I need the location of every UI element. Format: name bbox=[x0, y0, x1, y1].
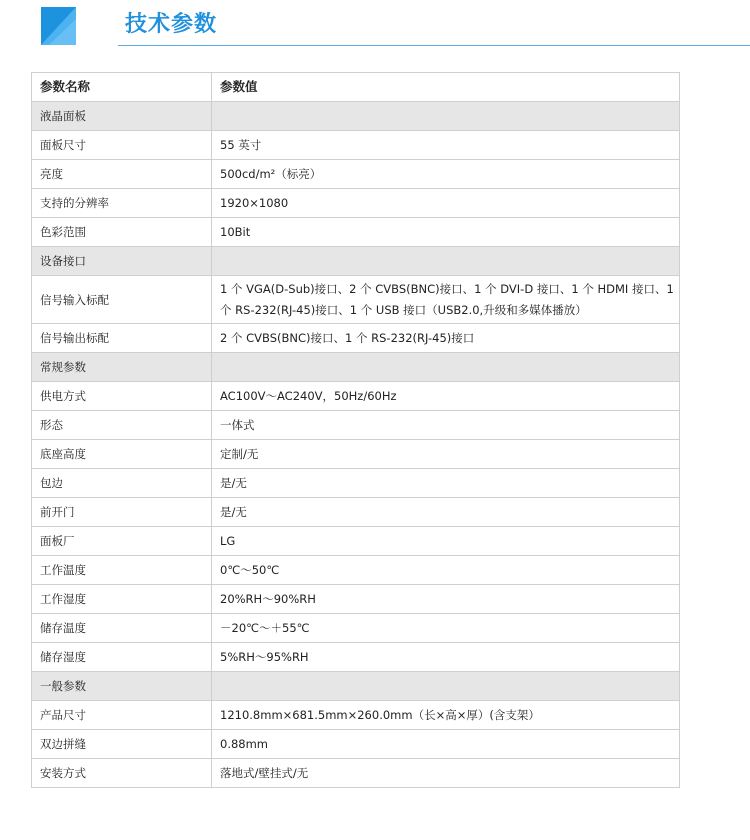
param-value: 10Bit bbox=[212, 218, 680, 247]
section-value-empty bbox=[212, 102, 680, 131]
table-header-row bbox=[32, 73, 680, 102]
param-name: 面板厂 bbox=[32, 527, 212, 556]
table-row bbox=[32, 585, 680, 614]
param-value: 是/无 bbox=[212, 469, 680, 498]
param-value: 1920×1080 bbox=[212, 189, 680, 218]
section-value-empty bbox=[212, 247, 680, 276]
section-value-empty bbox=[212, 353, 680, 382]
page-title: 技术参数 bbox=[125, 12, 218, 37]
table-row bbox=[32, 189, 680, 218]
table-row bbox=[32, 276, 680, 324]
section-label: 常规参数 bbox=[32, 353, 212, 382]
param-name: 工作温度 bbox=[32, 556, 212, 585]
param-value: 20%RH～90%RH bbox=[212, 585, 680, 614]
table-row bbox=[32, 218, 680, 247]
spec-table-container bbox=[31, 72, 679, 788]
param-name: 双边拼缝 bbox=[32, 730, 212, 759]
param-value: AC100V～AC240V，50Hz/60Hz bbox=[212, 382, 680, 411]
param-name: 工作湿度 bbox=[32, 585, 212, 614]
section-label: 液晶面板 bbox=[32, 102, 212, 131]
param-value: 一体式 bbox=[212, 411, 680, 440]
section-row bbox=[32, 353, 680, 382]
table-row bbox=[32, 469, 680, 498]
param-name: 信号输入标配 bbox=[32, 276, 212, 324]
section-value-empty bbox=[212, 672, 680, 701]
section-row bbox=[32, 102, 680, 131]
param-value: 0℃～50℃ bbox=[212, 556, 680, 585]
param-name: 面板尺寸 bbox=[32, 131, 212, 160]
param-value: 0.88mm bbox=[212, 730, 680, 759]
logo-icon bbox=[41, 7, 76, 45]
param-name: 色彩范围 bbox=[32, 218, 212, 247]
param-name: 信号输出标配 bbox=[32, 324, 212, 353]
spec-table bbox=[31, 72, 680, 788]
table-row bbox=[32, 701, 680, 730]
param-name: 前开门 bbox=[32, 498, 212, 527]
section-label: 设备接口 bbox=[32, 247, 212, 276]
param-value: 是/无 bbox=[212, 498, 680, 527]
param-value: 1210.8mm×681.5mm×260.0mm（长×高×厚）(含支架） bbox=[212, 701, 680, 730]
section-row bbox=[32, 672, 680, 701]
param-value: LG bbox=[212, 527, 680, 556]
column-header-name: 参数名称 bbox=[32, 73, 212, 102]
table-row bbox=[32, 324, 680, 353]
param-value: 1 个 VGA(D-Sub)接口、2 个 CVBS(BNC)接口、1 个 DVI-D 接口、1 个 HDMI 接口、1 个 RS-232(RJ-45)接口、1 个 USB 接口（USB2.0,升级和多媒体播放） bbox=[212, 276, 680, 324]
section-header bbox=[0, 0, 750, 60]
table-row bbox=[32, 527, 680, 556]
param-name: 储存湿度 bbox=[32, 643, 212, 672]
param-name: 储存温度 bbox=[32, 614, 212, 643]
table-row bbox=[32, 643, 680, 672]
table-row bbox=[32, 411, 680, 440]
title-divider bbox=[118, 45, 750, 46]
param-name: 包边 bbox=[32, 469, 212, 498]
param-name: 形态 bbox=[32, 411, 212, 440]
param-name: 底座高度 bbox=[32, 440, 212, 469]
table-row bbox=[32, 160, 680, 189]
section-row bbox=[32, 247, 680, 276]
table-row bbox=[32, 730, 680, 759]
table-row bbox=[32, 759, 680, 788]
param-name: 支持的分辨率 bbox=[32, 189, 212, 218]
param-value: 55 英寸 bbox=[212, 131, 680, 160]
table-row bbox=[32, 382, 680, 411]
table-row bbox=[32, 440, 680, 469]
table-row bbox=[32, 131, 680, 160]
table-row bbox=[32, 498, 680, 527]
param-name: 亮度 bbox=[32, 160, 212, 189]
param-name: 供电方式 bbox=[32, 382, 212, 411]
param-value: 落地式/壁挂式/无 bbox=[212, 759, 680, 788]
param-value: 5%RH～95%RH bbox=[212, 643, 680, 672]
param-value: 2 个 CVBS(BNC)接口、1 个 RS-232(RJ-45)接口 bbox=[212, 324, 680, 353]
table-row bbox=[32, 614, 680, 643]
column-header-value: 参数值 bbox=[212, 73, 680, 102]
table-row bbox=[32, 556, 680, 585]
param-name: 安装方式 bbox=[32, 759, 212, 788]
section-label: 一般参数 bbox=[32, 672, 212, 701]
param-value: 定制/无 bbox=[212, 440, 680, 469]
param-value: 500cd/m²（标亮） bbox=[212, 160, 680, 189]
param-name: 产品尺寸 bbox=[32, 701, 212, 730]
param-value: －20℃～＋55℃ bbox=[212, 614, 680, 643]
